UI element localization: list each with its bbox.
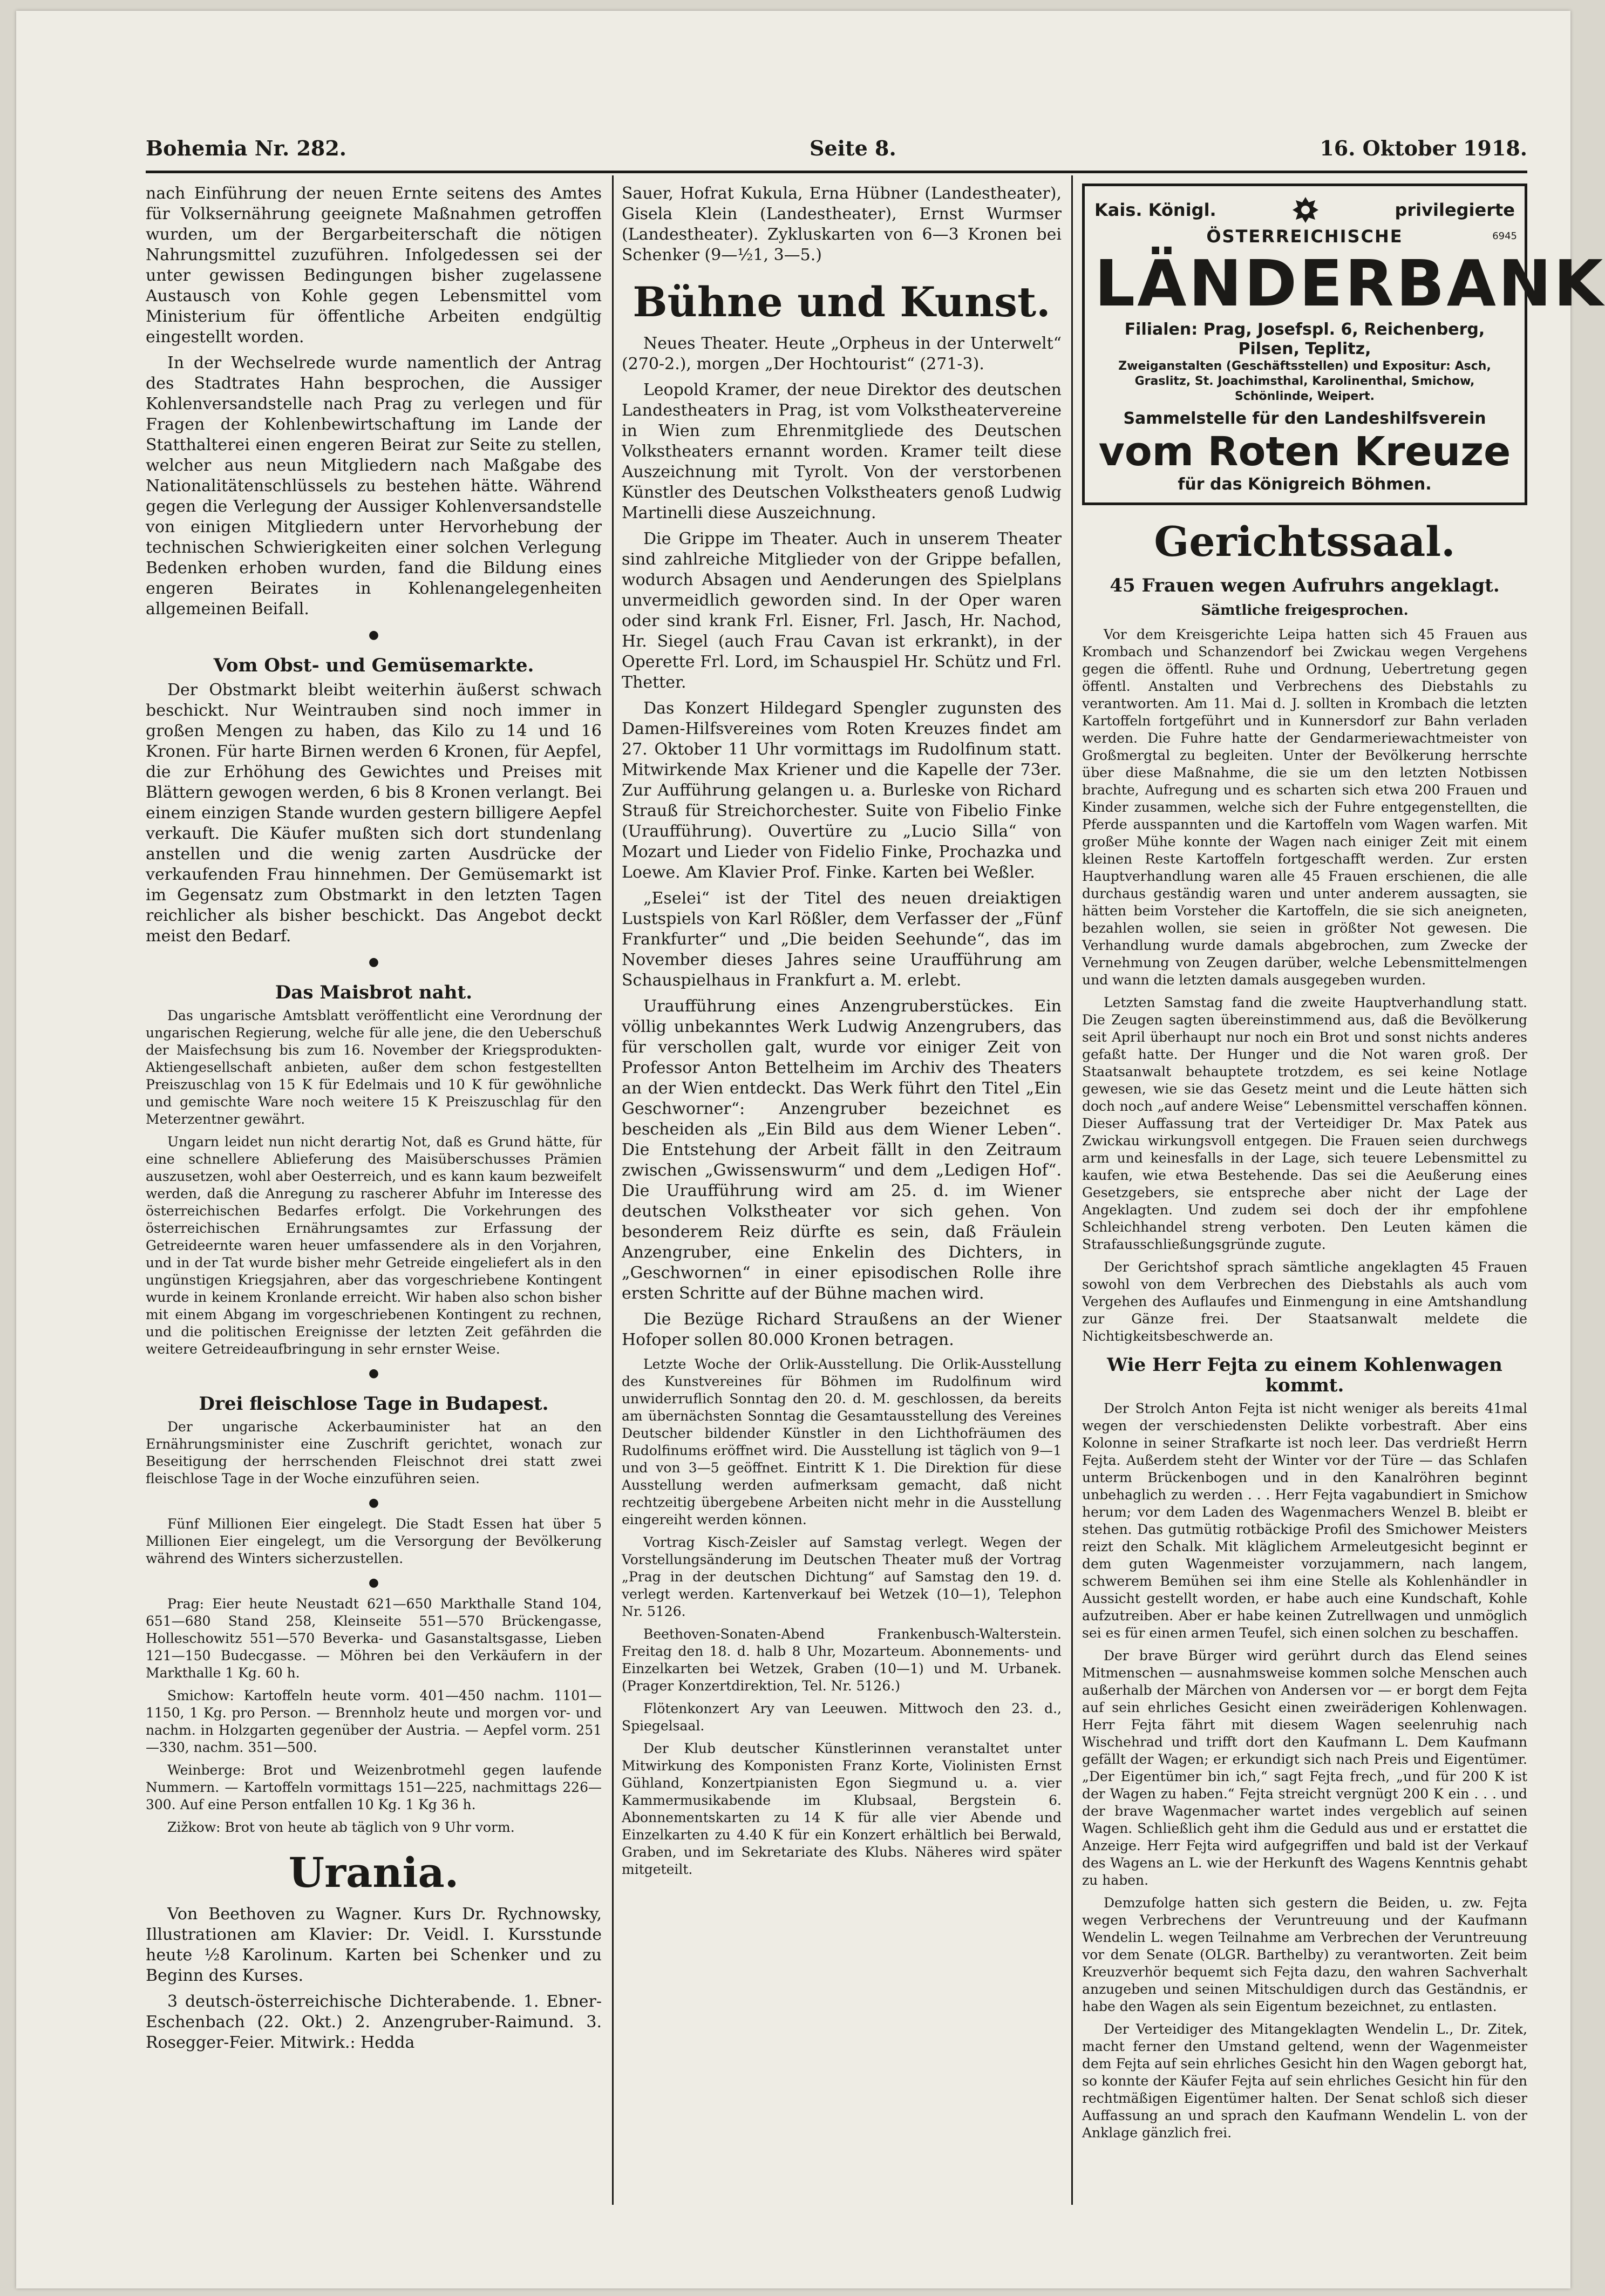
column-2: [622, 184, 1062, 2202]
laenderbank-advertisement: [1082, 184, 1605, 505]
article-paragraph: Die Grippe im Theater. Auch in unserem Theater sind zahlreiche Mitglieder von der Grippe befallen, wodurch Absagen und Aenderungen des Spielplans unvermeidlich geworden sind. In der Oper waren oder sind krank Frl. Eisner, Frl. Jasch, Hr. Nachod, Hr. Siegel (auch Frau Cavan ist erkrankt), in der Operette Frl. Lord, im Schauspiel Hr. Schütz und Frl. Thetter.: [622, 529, 1062, 692]
article-paragraph: Vortrag Kisch-Zeisler auf Samstag verlegt. Wegen der Vorstellungsänderung im Deutschen Theater muß der Vortrag „Prag in der deutschen Dichtung“ auf Samstag den 19. d. verlegt werden. Kartenverkauf bei Wetzek (10—1), Telephon Nr. 5126.: [622, 1534, 1062, 1619]
article-paragraph: Beethoven-Sonaten-Abend Frankenbusch-Walterstein. Freitag den 18. d. halb 8 Uhr, Mozarteum. Abonnements- und Einzelkarten bei Wetzek, Graben (10—1) und M. Urbanek. (Prager Konzertdirektion, Tel. Nr. 5126.): [622, 1626, 1062, 1694]
article-subheadline: Sämtliche freigesprochen.: [1201, 602, 1409, 619]
article-paragraph: nach Einführung der neuen Ernte seitens des Amtes für Volksernährung geeignete Maßnahmen getroffen wurden, um der Bergarbeiterschaft die nötigen Nahrungsmittel zuzuführen. Infolgedessen sei der unter gewissen Bedingungen bisher zugelassene Austausch von Kohle gegen Lebensmittel vom Ministerium für öffentliche Arbeiten endgültig eingestellt worden.: [146, 184, 602, 347]
separator-dot: ●: [368, 1367, 379, 1380]
article-paragraph: Letzten Samstag fand die zweite Hauptverhandlung statt. Die Zeugen sagten übereinstimmend aus, daß die Bevölkerung seit April überhaupt nur noch ein Brot und sonst nichts anderes gefaßt hatte. Der Hunger und die Not waren groß. Der Staatsanwalt behauptete trotzdem, es sei keine Notlage gewesen, wie sie das Gesetz meint und die Leute hätten sich doch noch „auf andere Weise“ Lebensmittel verschaffen können. Dieser Auffassung trat der Verteidiger Dr. Max Patek aus Zwickau wirkungsvoll entgegen. Die Frauen seien durchwegs arm und keinesfalls in der Lage, sich teuere Lebensmittel zu kaufen, wie etwa Bestehende. Das sei die Aeußerung eines Gesetzgebers, sie entspreche aber nicht der Lage der Angeklagten. Und zudem sei doch der ihr empfohlene Schleichhandel streng verboten. Den Leuten kämen die Strafausschließungsgründe zugute.: [1082, 995, 1527, 1252]
eagle-crest-icon: [1289, 194, 1322, 226]
article-paragraph: Ungarn leidet nun nicht derartig Not, daß es Grund hätte, für eine schnellere Ablieferung des Maisüberschusses Prämien auszusetzen, wohl aber Oesterreich, und es kann kaum bezweifelt werden, daß die Anregung zu rascherer Abfuhr im Interesse des österreichischen Bedarfes erfolgt. Die Vorkehrungen des österreichischen Ernährungsamtes zur Erfassung der Getreideernte waren heuer umfassendere als in den Vorjahren, und in der Tat wurde bisher mehr Getreide eingeliefert als in den ungünstigen Kriegsjahren, aber das vorgeschriebene Kontingent wurde in keinem Kronlande erreicht. Wir haben also schon bisher mit einem Abgang im vorgeschriebenen Kontingent zu rechnen, und die politischen Ereignisse der letzten Zeit gefährden die weitere Getreideaufbringung in sehr ernster Weise.: [146, 1134, 602, 1357]
section-heading-buehne: Bühne und Kunst.: [633, 278, 1051, 326]
article-paragraph: Flötenkonzert Ary van Leeuwen. Mittwoch den 23. d., Spiegelsaal.: [622, 1701, 1062, 1734]
article-paragraph: Der Gerichtshof sprach sämtliche angeklagten 45 Frauen sowohl von dem Verbrechen des Diebstahls als auch vom Vergehen des Auflaufes und Einmengung in eine Amtshandlung zur Gänze frei. Der Staatsanwalt meldete die Nichtigkeitsbeschwerde an.: [1082, 1259, 1527, 1344]
section-heading: Drei fleischlose Tage in Budapest.: [199, 1393, 549, 1415]
column-1: [146, 184, 602, 2202]
article-headline: 45 Frauen wegen Aufruhrs angeklagt.: [1110, 575, 1500, 596]
article-paragraph: Das Konzert Hildegard Spengler zugunsten des Damen-Hilfsvereines vom Roten Kreuzes findet am 27. Oktober 11 Uhr vormittags im Rudolfinum statt. Mitwirkende Max Kriener und die Kapelle der 73er. Zur Aufführung gelangen u. a. Burleske von Richard Strauß für Streichorchester. Suite von Fibelio Finke (Uraufführung). Ouvertüre zu „Lucio Silla“ von Mozart und Lieder von Fidelio Finke, Prochazka und Loewe. Am Klavier Prof. Finke. Karten bei Weßler.: [622, 699, 1062, 882]
market-notice: Zižkow: Brot von heute ab täglich von 9 Uhr vorm.: [167, 1819, 515, 1835]
article-paragraph: Der Verteidiger des Mitangeklagten Wendelin L., Dr. Zitek, macht ferner den Umstand geltend, wenn der Wagenmeister dem Fejta auf sein ehrliches Gesicht hin den Wagen geborgt hat, so konnte der Käufer Fejta auf sein ehrliches Gesicht hin für den rechtmäßigen Eigentümer halten. Der Senat schloß sich dieser Auffassung an und sprach den Kaufmann Wendelin L. von der Anklage gänzlich frei.: [1082, 2021, 1527, 2141]
column-3: [1082, 184, 1605, 2202]
article-paragraph: Der brave Bürger wird gerührt durch das Elend seines Mitmenschen — ausnahmsweise kommen solche Menschen auch außerhalb der Märchen von Andersen vor — er borgt dem Fejta auf sein ehrliches Gesicht einen zweiräderigen Kohlenwagen. Herr Fejta fährt mit diesem Wagen seelenruhig nach Wischehrad und trifft dort den Kaufmann L. Dem Kaufmann gefällt der Wagen; er erkundigt sich nach Preis und Eigentümer. „Der Eigentümer bin ich,“ sagt Fejta frech, „und für 200 K ist der Wagen zu haben.“ Fejta streicht vergnügt 200 K ein . . . und der brave Wagenmacher wartet indes vergeblich auf seinen Wagen. Schließlich geht ihm die Geduld aus und er erstattet die Anzeige. Herr Fejta wird aufgegriffen und bald ist der Verkauf des Wagens an L. wie der Herkunft des Wagens Kenntnis gehabt zu haben.: [1082, 1648, 1527, 1888]
issue-date: 16. Oktober 1918.: [1320, 136, 1527, 160]
article-paragraph: In der Wechselrede wurde namentlich der Antrag des Stadtrates Hahn besprochen, die Aussiger Kohlenversandstelle nach Prag zu verlegen und für Fragen der Kohlenbewirtschaftung im Lande der Statthalterei einen engeren Beirat zur Seite zu stellen, welcher aus neun Mitgliedern nach Maßgabe des Nationalitätenschlüssels zu bestehen hätte. Während gegen die Verlegung der Aussiger Kohlenversandstelle von einigen Mitgliedern unter Hervorhebung der technischen Schwierigkeiten einer solchen Verlegung Bedenken erhoben wurden, fand die Bildung eines engeren Beirates in Kohlenangelegenheiten allgemeinen Beifall.: [146, 354, 602, 619]
ad-kingdom: für das Königreich Böhmen.: [1178, 475, 1432, 494]
article-paragraph: Letzte Woche der Orlik-Ausstellung. Die Orlik-Ausstellung des Kunstvereines für Böhmen im Rudolfinum wird unwiderruflich Sonntag den 20. d. M. geschlossen, da bereits am übernächsten Sonntag die Gesamtausstellung des Vereines Deutscher bildender Künstler in den Lichthofräumen des Rudolfinums eröffnet wird. Die Ausstellung ist täglich von 9—1 und von 3—5 geöffnet. Eintritt K 1. Die Direktion für diese Ausstellung werden aufmerksam gemacht, daß nicht rechtzeitig übergebene Arbeiten nicht mehr in die Ausstellung eingereiht werden können.: [622, 1356, 1062, 1527]
article-paragraph: Von Beethoven zu Wagner. Kurs Dr. Rychnowsky, Illustrationen am Klavier: Dr. Veidl. I. Kursstunde heute ½8 Karolinum. Karten bei Schenker und zu Beginn des Kurses.: [146, 1905, 602, 1985]
market-notice: Weinberge: Brot und Weizenbrotmehl gegen laufende Nummern. — Kartoffeln vormittags 151—225, nachmittags 226—300. Auf eine Person entfallen 10 Kg. 1 Kg 36 h.: [146, 1762, 602, 1812]
ad-branches: Filialen: Prag, Josefspl. 6, Reichenberg, Pilsen, Teplitz,: [1124, 320, 1485, 358]
article-paragraph: Leopold Kramer, der neue Direktor des deutschen Landestheaters in Prag, ist vom Volkstheatervereine in Wien zum Ehrenmitgliede des Deutschen Volkstheaters ernannt worden. Kramer teilt diese Auszeichnung mit Tyrolt. Von der verstorbenen Künstler des Deutschen Volkstheaters genoß Ludwig Martinelli diese Auszeichnung.: [622, 381, 1062, 522]
market-notice: Smichow: Kartoffeln heute vorm. 401—450 nachm. 1101—1150, 1 Kg. pro Person. — Brennholz heute und morgen vor- und nachm. in Holzgarten gegenüber der Austria. — Aepfel vorm. 251—330, nachm. 351—500.: [146, 1688, 602, 1755]
article-paragraph: Uraufführung eines Anzengruberstückes. Ein völlig unbekanntes Werk Ludwig Anzengrubers, das für verschollen galt, wurde vor einiger Zeit von Professor Anton Bettelheim im Archiv des Theaters an der Wien entdeckt. Das Werk führt den Titel „Ein Geschworner“: Anzengruber bezeichnet es bescheiden als „Ein Bild aus dem Wiener Leben“. Die Entstehung der Arbeit fällt in den Zeitraum zwischen „Gwissenswurm“ und dem „Ledigen Hof“. Die Uraufführung wird am 25. d. im Wiener deutschen Volkstheater vor sich gehen. Von besonderem Reiz dürfte es sein, daß Fräulein Anzengruber, eine Enkelin des Dichters, in „Geschwornen“ in einer episodischen Rolle ihre ersten Schritte auf der Bühne machen wird.: [622, 997, 1062, 1303]
section-heading: Das Maisbrot naht.: [275, 982, 473, 1003]
article-paragraph: Demzufolge hatten sich gestern die Beiden, u. zw. Fejta wegen Verbrechens der Veruntreuung und der Kaufmann Wendelin L. wegen Teilnahme am Verbrechen der Veruntreuung vor dem Senate (OLGR. Barthelby) zu verantworten. Zeit beim Kreuzverhör bequemt sich Fejta dazu, den wahren Sachverhalt anzugeben und seinen Mitschuldigen durch das Geständnis, er habe den Wagen als sein Eigentum bezeichnet, zu entlasten.: [1082, 1895, 1527, 2014]
ad-line-2: ÖSTERREICHISCHE: [1206, 226, 1403, 247]
section-heading-gerichtssaal: Gerichtssaal.: [1154, 518, 1456, 566]
article-paragraph: Der Klub deutscher Künstlerinnen veranstaltet unter Mitwirkung des Komponisten Franz Korte, Violinisten Ernst Gühland, Konzertpianisten Egon Siegmund u. a. vier Kammermusikabende im Klubsaal, Bergstein 6. Abonnementskarten zu 14 K für alle vier Abende und Einzelkarten zu 4.40 K für ein Konzert erhältlich bei Berwald, Graben, und im Sekretariate des Klubs. Näheres wird später mitgeteilt.: [622, 1741, 1062, 1877]
separator-dot: ●: [368, 1496, 379, 1510]
page-number: Seite 8.: [810, 136, 896, 160]
market-notice: Prag: Eier heute Neustadt 621—650 Markthalle Stand 104, 651—680 Stand 258, Kleinseite 551—570 Brückengasse, Holleschowitz 551—570 Beverka- und Gasanstaltsgasse, Lieben 121—150 Budecgasse. — Möhren bei den Verkäufern in der Markthalle 1 Kg. 60 h.: [146, 1596, 602, 1681]
article-paragraph: Vor dem Kreisgerichte Leipa hatten sich 45 Frauen aus Krombach und Schanzendorf bei Zwickau wegen Vergehens gegen die öffentl. Ruhe und Ordnung, Uebertretung gegen öffentl. Anstalten und Verbrechens des Diebstahls zu verantworten. Am 11. Mai d. J. sollten in Krombach die letzten Kartoffeln fortgeführt und in Kunnersdorf zur Bahn verladen werden. Die Fuhre hatte der Gendarmeriewachtmeister von Großmergtal zu begleiten. Unter der Bevölkerung herrschte über diese Maßnahme, die sie um den letzten Notbissen brachte, Aufregung und es scharten sich etwa 200 Frauen und Kinder zusammen, welche sich der Fuhre entgegenstellten, die Pferde ausspannten und die Kartoffeln vom Wagen warfen. Mit großer Mühe konnte der Wagen nach einiger Zeit mit einem kleinen Reste Kartoffeln fortgeschafft werden. Zur ersten Hauptverhandlung waren alle 45 Frauen erschienen, die alle durchaus geständig waren und unter anderem aussagten, sie hätten beim Vorsteher die Kartoffeln, die sie sich aneigneten, bezahlen wollen, sie seien in größter Not gewesen. Die Verhandlung wurde damals abgebrochen, zum Zwecke der Vernehmung von Zeugen darüber, welche Lebensmittelmengen und wann die letzten damals ausgegeben wurden.: [1082, 627, 1527, 988]
article-paragraph: Das ungarische Amtsblatt veröffentlicht eine Verordnung der ungarischen Regierung, welche für alle jene, die den Ueberschuß der Maisfechsung bis zum 16. November der Kriegsprodukten-Aktiengesellschaft anbieten, außer dem schon festgestellten Preiszuschlag von 15 K für Edelmais und 10 K für gewöhnliche und gemischte Ware noch weitere 15 K Preiszuschlag für den Meterzentner gewährt.: [146, 1008, 602, 1127]
ad-red-cross: vom Roten Kreuze: [1098, 429, 1511, 475]
ad-collection-point: Sammelstelle für den Landeshilfsverein: [1123, 409, 1486, 428]
separator-dot: ●: [368, 628, 379, 642]
ad-line-1: Kais. Königl. privilegierte: [1094, 194, 1515, 226]
column-divider-1: [612, 175, 614, 2205]
article-paragraph: Der Obstmarkt bleibt weiterhin äußerst schwach beschickt. Nur Weintrauben sind noch immer in großen Mengen zu haben, das Kilo zu 14 und 16 Kronen. Für harte Birnen werden 6 Kronen, für Aepfel, die zur Erhöhung des Gewichtes und Preises mit Blättern gewogen werden, 6 bis 8 Kronen verlangt. Bei einem einzigen Stande wurden gestern billigere Aepfel verkauft. Die Käufer mußten sich dort stundenlang anstellen und die wenig zarten Ausdrücke der verkaufenden Frau hinnehmen. Der Gemüsemarkt ist im Gegensatz zum Obstmarkt in den letzten Tagen reichlicher als bisher beschickt. Das Angebot deckt meist den Bedarf.: [146, 681, 602, 946]
article-paragraph: Der Strolch Anton Fejta ist nicht weniger als bereits 41mal wegen der verschiedensten Delikte vorbestraft. Aber eins Kolonne in seiner Strafkarte ist noch leer. Das verdrießt Herrn Fejta. Außerdem steht der Winter vor der Türe — das Schlafen unterm Brückenbogen und in den Kanalröhren beginnt unbehaglich zu werden . . . Herr Fejta vagabundiert in Smichow herum; vor dem Laden des Wagenmachers Wenzel B. bleibt er stehen. Das gutmütig rotbäckige Profil des Smichower Meisters reizt den Schalk. Mit kläglichem Armeleutgesicht beginnt er dem guten Wagenmeister vorzujammern, nach langem, schwerem Bemühen sei ihm eine Stelle als Kohlenhändler in Aussicht gestellt worden, er habe auch eine Kundschaft, Kohle aufzutreiben. Aber er habe keinen Zutrellwagen und unmöglich sei es für einen armen Teufel, sich einen solchen zu beschaffen.: [1082, 1401, 1527, 1641]
article-paragraph: Sauer, Hofrat Kukula, Erna Hübner (Landestheater), Gisela Klein (Landestheater), Ernst Wurmser (Landestheater). Zykluskarten von 6—3 Kronen bei Schenker (9—½1, 3—5.): [622, 184, 1062, 264]
newspaper-page: [16, 11, 1605, 2288]
article-paragraph: Die Bezüge Richard Straußens an der Wiener Hofoper sollen 80.000 Kronen betragen.: [622, 1310, 1062, 1349]
article-paragraph: Neues Theater. Heute „Orpheus in der Unterwelt“ (270-2.), morgen „Der Hochtourist“ (271-3).: [622, 334, 1062, 373]
separator-dot: ●: [368, 1576, 379, 1589]
article-paragraph: „Eselei“ ist der Titel des neuen dreiaktigen Lustspiels von Karl Rößler, dem Verfasser der „Fünf Frankfurter“ und „Die beiden Seehunde“, das im November dieses Jahres seine Uraufführung am Schauspielhaus in Frankfurt a. M. erlebt.: [622, 889, 1062, 990]
article-paragraph: Der ungarische Ackerbauminister hat an den Ernährungsminister eine Zuschrift gerichtet, wonach zur Beseitigung der herrschenden Fleischnot drei statt zwei fleischlose Tage in der Woche einzuführen seien.: [146, 1419, 602, 1486]
article-paragraph: Fünf Millionen Eier eingelegt. Die Stadt Essen hat über 5 Millionen Eier eingelegt, um die Versorgung der Bevölkerung während des Winters sicherzustellen.: [146, 1516, 602, 1566]
header-rule: [146, 171, 1527, 173]
article-headline: Wie Herr Fejta zu einem Kohlenwagen kommt.: [1107, 1354, 1502, 1396]
ad-code: 6945: [1492, 230, 1517, 242]
ad-branches-detail: Zweiganstalten (Geschäftsstellen) und Expositur: Asch, Graslitz, St. Joachimsthal, Karolinenthal, Smichow, Schönlinde, Weipert.: [1118, 359, 1491, 403]
article-paragraph: 3 deutsch-österreichische Dichterabende. 1. Ebner-Eschenbach (22. Okt.) 2. Anzengruber-Raimund. 3. Rosegger-Feier. Mitwirk.: Hedda: [146, 1992, 602, 2052]
column-divider-2: [1071, 175, 1073, 2205]
masthead-issue: Bohemia Nr. 282.: [146, 136, 347, 160]
section-heading-urania: Urania.: [288, 1849, 459, 1897]
ad-bank-name: LÄNDERBANK: [1094, 246, 1605, 321]
separator-dot: ●: [368, 955, 379, 969]
page-header: [146, 136, 1527, 166]
section-heading: Vom Obst- und Gemüsemarkte.: [213, 655, 534, 676]
